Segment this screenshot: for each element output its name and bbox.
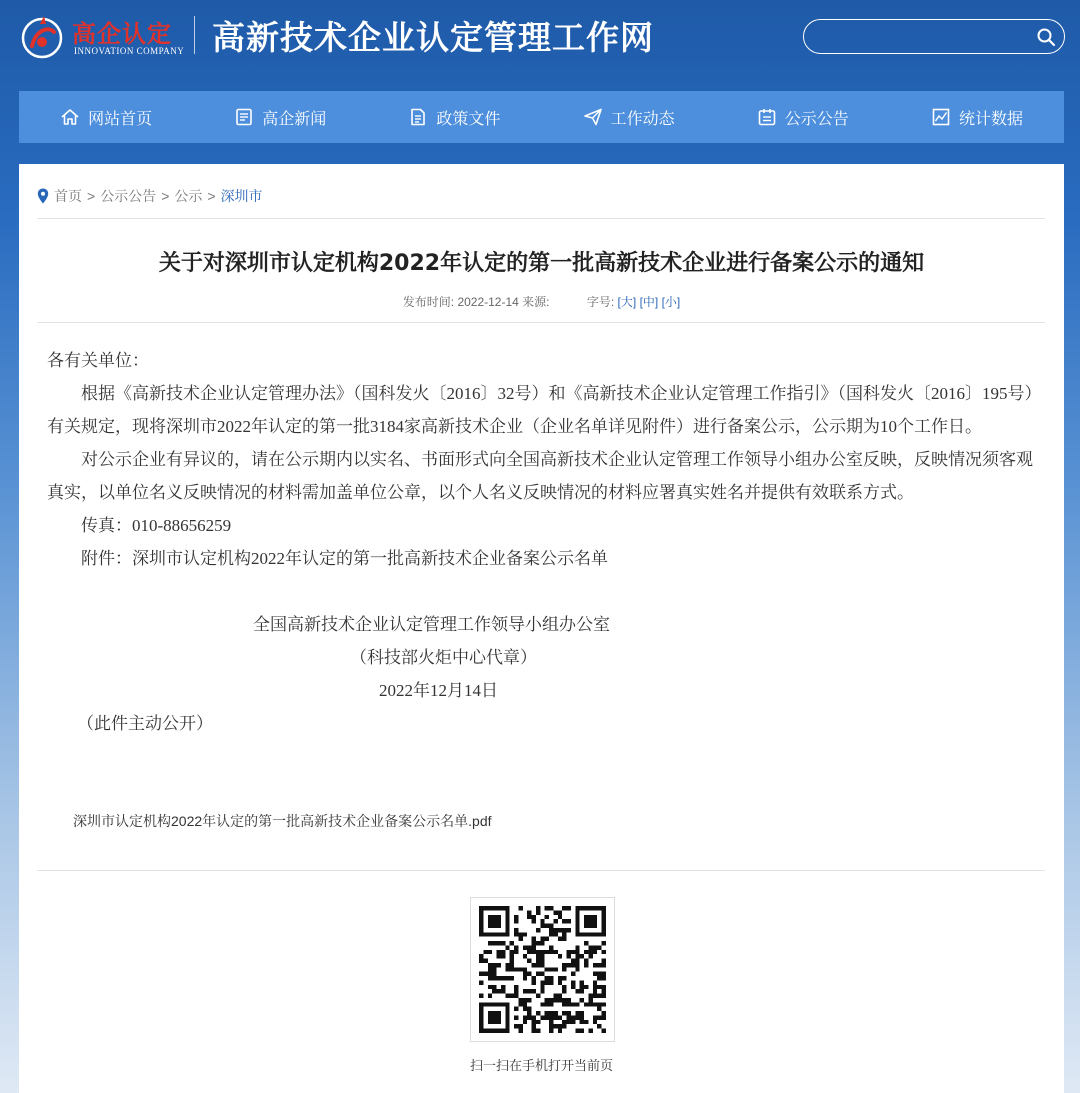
signature-date: 2022年12月14日	[379, 681, 498, 700]
qr-code-icon	[479, 906, 606, 1033]
paragraph-2: 对公示企业有异议的，请在公示期内以实名、书面形式向全国高新技术企业认定管理工作领导小组办公室反映，反映情况须客观真实，以单位名义反映情况的材料需加盖单位公章，以个人名义反映情况的材料应署真实姓名并提供有效联系方式。	[47, 450, 1033, 502]
spacer	[47, 575, 1039, 608]
nav-item-label: 统计数据	[958, 110, 1023, 128]
nav-item-label: 工作动态	[610, 110, 675, 128]
salutation: 各有关单位：	[47, 351, 149, 370]
meta-divider	[37, 322, 1045, 323]
attachment-file-link[interactable]: 深圳市认定机构2022年认定的第一批高新技术企业备案公示名单.pdf	[73, 813, 492, 829]
breadcrumb-separator: >	[161, 188, 170, 204]
disclosure-note: （此件主动公开）	[77, 714, 213, 733]
font-size-small-button[interactable]: [小]	[661, 295, 681, 309]
nav-item-label: 政策文件	[436, 110, 501, 128]
nav-item-label: 公示公告	[784, 110, 849, 128]
main-nav	[19, 91, 1064, 143]
signature-org: 全国高新技术企业认定管理工作领导小组办公室	[253, 615, 610, 634]
breadcrumb-divider	[37, 218, 1045, 219]
font-size-label: 字号:	[586, 295, 615, 309]
signature-agent: （科技部火炬中心代章）	[350, 648, 537, 667]
font-size-medium-button[interactable]: [中]	[639, 295, 659, 309]
article-title: 关于对深圳市认定机构2022年认定的第一批高新技术企业进行备案公示的通知	[158, 251, 925, 276]
article-meta	[19, 293, 1064, 310]
site-header	[0, 0, 1080, 90]
qr-caption: 扫一扫在手机打开当前页	[469, 1058, 613, 1073]
document-icon	[408, 107, 428, 127]
font-size-large-button[interactable]: [大]	[617, 295, 637, 309]
nav-item-label: 高企新闻	[262, 110, 327, 128]
publish-label: 发布时间:	[402, 295, 455, 309]
logo-mark-icon	[18, 12, 66, 60]
breadcrumb	[37, 186, 263, 206]
nav-item-home[interactable]	[19, 91, 193, 143]
nav-item-work[interactable]	[542, 91, 716, 143]
header-divider	[194, 16, 195, 54]
publish-date: 2022-12-14	[457, 295, 519, 309]
breadcrumb-notice[interactable]: 公示公告	[100, 188, 157, 204]
search-box	[803, 19, 1065, 54]
breadcrumb-home[interactable]: 首页	[54, 188, 82, 204]
news-icon	[234, 107, 254, 127]
qr-code	[470, 897, 615, 1042]
site-title: 高新技术企业认定管理工作网	[212, 18, 654, 57]
nav-item-label: 网站首页	[88, 110, 153, 128]
chart-icon	[931, 107, 951, 127]
footer-divider	[37, 870, 1045, 871]
nav-item-policy[interactable]	[367, 91, 541, 143]
content-panel	[19, 164, 1064, 1093]
breadcrumb-publicity[interactable]: 公示	[174, 188, 203, 204]
nav-item-news[interactable]	[193, 91, 367, 143]
breadcrumb-separator: >	[87, 188, 96, 204]
search-input[interactable]	[818, 26, 1028, 48]
logo-text-cn: 高企认定	[72, 20, 172, 48]
breadcrumb-current[interactable]: 深圳市	[220, 188, 263, 204]
article-body	[47, 344, 1039, 740]
nav-item-notice[interactable]	[716, 91, 890, 143]
site-logo[interactable]	[18, 10, 188, 60]
nav-item-stats[interactable]	[890, 91, 1064, 143]
paper-plane-icon	[583, 107, 603, 127]
notice-icon	[757, 107, 777, 127]
paragraph-1: 根据《高新技术企业认定管理办法》（国科发火〔2016〕32号）和《高新技术企业认定管理工作指引》（国科发火〔2016〕195号）有关规定，现将深圳市2022年认定的第一批3184家高新技术企业（企业名单详见附件）进行备案公示，公示期为10个工作日。	[47, 384, 1033, 436]
source-label: 来源:	[522, 295, 550, 309]
fax-line: 传真：010-88656259	[81, 516, 232, 535]
breadcrumb-separator: >	[207, 188, 216, 204]
search-icon[interactable]	[1036, 27, 1056, 47]
location-pin-icon	[37, 188, 49, 204]
home-icon	[60, 107, 80, 127]
attachment-line: 附件：深圳市认定机构2022年认定的第一批高新技术企业备案公示名单	[81, 549, 608, 568]
logo-text-en: INNOVATION COMPANY	[74, 46, 185, 56]
